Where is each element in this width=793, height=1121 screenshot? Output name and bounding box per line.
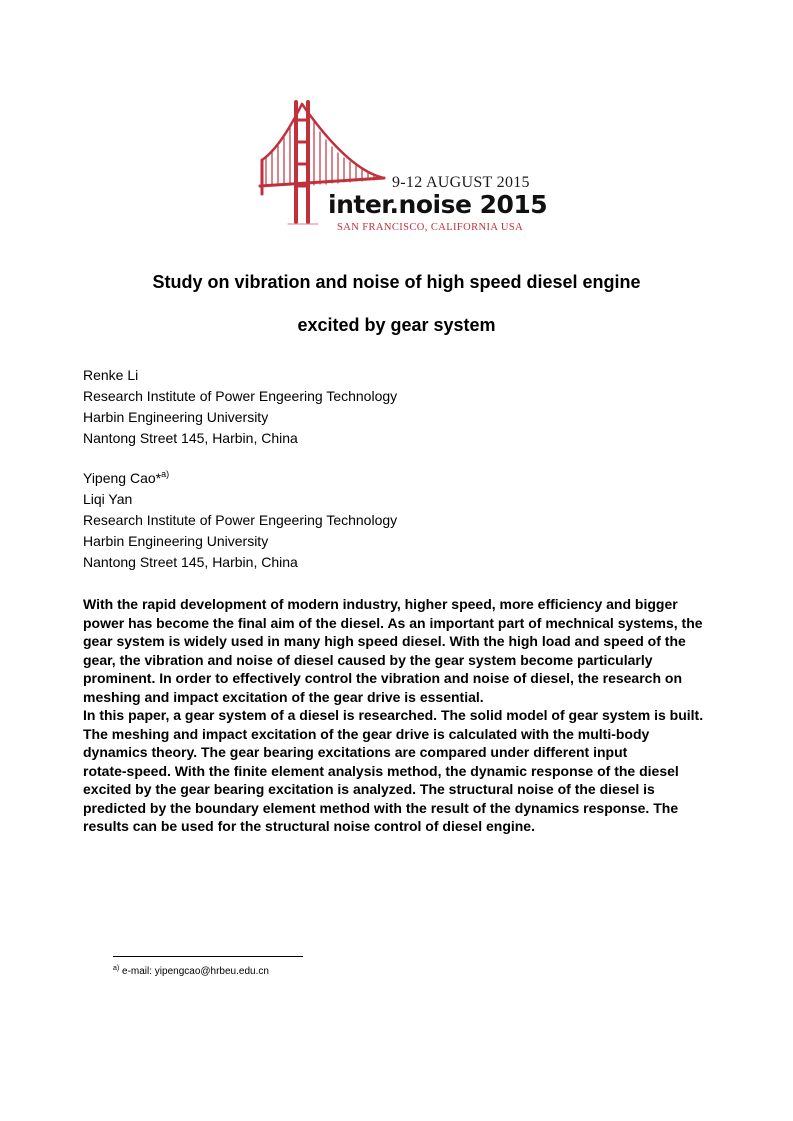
abstract-line: gear system is widely used in many high speed diesel. With the high load and speed of the <box>83 633 686 649</box>
abstract-line: The meshing and impact excitation of the gear drive is calculated with the multi-body <box>83 725 650 742</box>
abstract-line: excited by the gear bearing excitation is analyzed. The structural noise of the diesel is <box>83 781 655 797</box>
abstract-line: In this paper, a gear system of a diesel is researched. The solid model of gear system is built. <box>83 707 704 723</box>
paper-title-line-2: excited by gear system <box>297 315 496 335</box>
author-address: Nantong Street 145, Harbin, China <box>83 430 298 446</box>
coauthor-name: Liqi Yan <box>83 491 133 507</box>
author-name: Yipeng Cao* <box>83 470 162 486</box>
abstract-line: meshing and impact excitation of the gear drive is essential. <box>83 688 484 705</box>
abstract-line: dynamics theory. The gear bearing excitations are compared under different input <box>83 744 628 760</box>
footnote-marker: a) <box>113 965 120 972</box>
author-name-line <box>83 468 397 489</box>
footnote-email: e-mail: yipengcao@hrbeu.edu.cn <box>119 966 269 977</box>
abstract-line: predicted by the boundary element method with the result of the dynamics response. The <box>83 799 679 816</box>
abstract-line: rotate-speed. With the finite element analysis method, the dynamic response of the diesel <box>83 762 679 779</box>
abstract-line: results can be used for the structural noise control of diesel engine. <box>83 818 535 834</box>
author-block-1 <box>83 365 397 449</box>
author-university: Harbin Engineering University <box>83 533 269 549</box>
abstract-line: power has become the final aim of the diesel. As an important part of mechnical systems, the <box>83 614 703 631</box>
footnote <box>113 966 269 977</box>
conference-name: inter.noise 2015 <box>328 190 548 219</box>
author-footnote-marker: a) <box>161 469 170 479</box>
footnote-divider <box>113 956 303 957</box>
author-address: Nantong Street 145, Harbin, China <box>83 554 298 570</box>
abstract-line: With the rapid development of modern industry, higher speed, more efficiency and bigger <box>83 596 678 612</box>
abstract-line: gear, the vibration and noise of diesel caused by the gear system become particularly <box>83 651 653 668</box>
conference-location: SAN FRANCISCO, CALIFORNIA USA <box>337 222 524 233</box>
author-institute: Research Institute of Power Engeering Technology <box>83 512 398 528</box>
abstract <box>83 595 723 836</box>
author-institute: Research Institute of Power Engeering Technology <box>83 388 398 404</box>
author-university: Harbin Engineering University <box>83 409 269 425</box>
conference-date: 9-12 AUGUST 2015 <box>392 174 530 191</box>
author-name: Renke Li <box>83 367 139 383</box>
conference-logo <box>258 98 548 238</box>
author-block-2 <box>83 468 397 573</box>
paper-title-line-1: Study on vibration and noise of high speed diesel engine <box>152 272 641 292</box>
abstract-line: prominent. In order to effectively control the vibration and noise of diesel, the research on <box>83 670 682 686</box>
